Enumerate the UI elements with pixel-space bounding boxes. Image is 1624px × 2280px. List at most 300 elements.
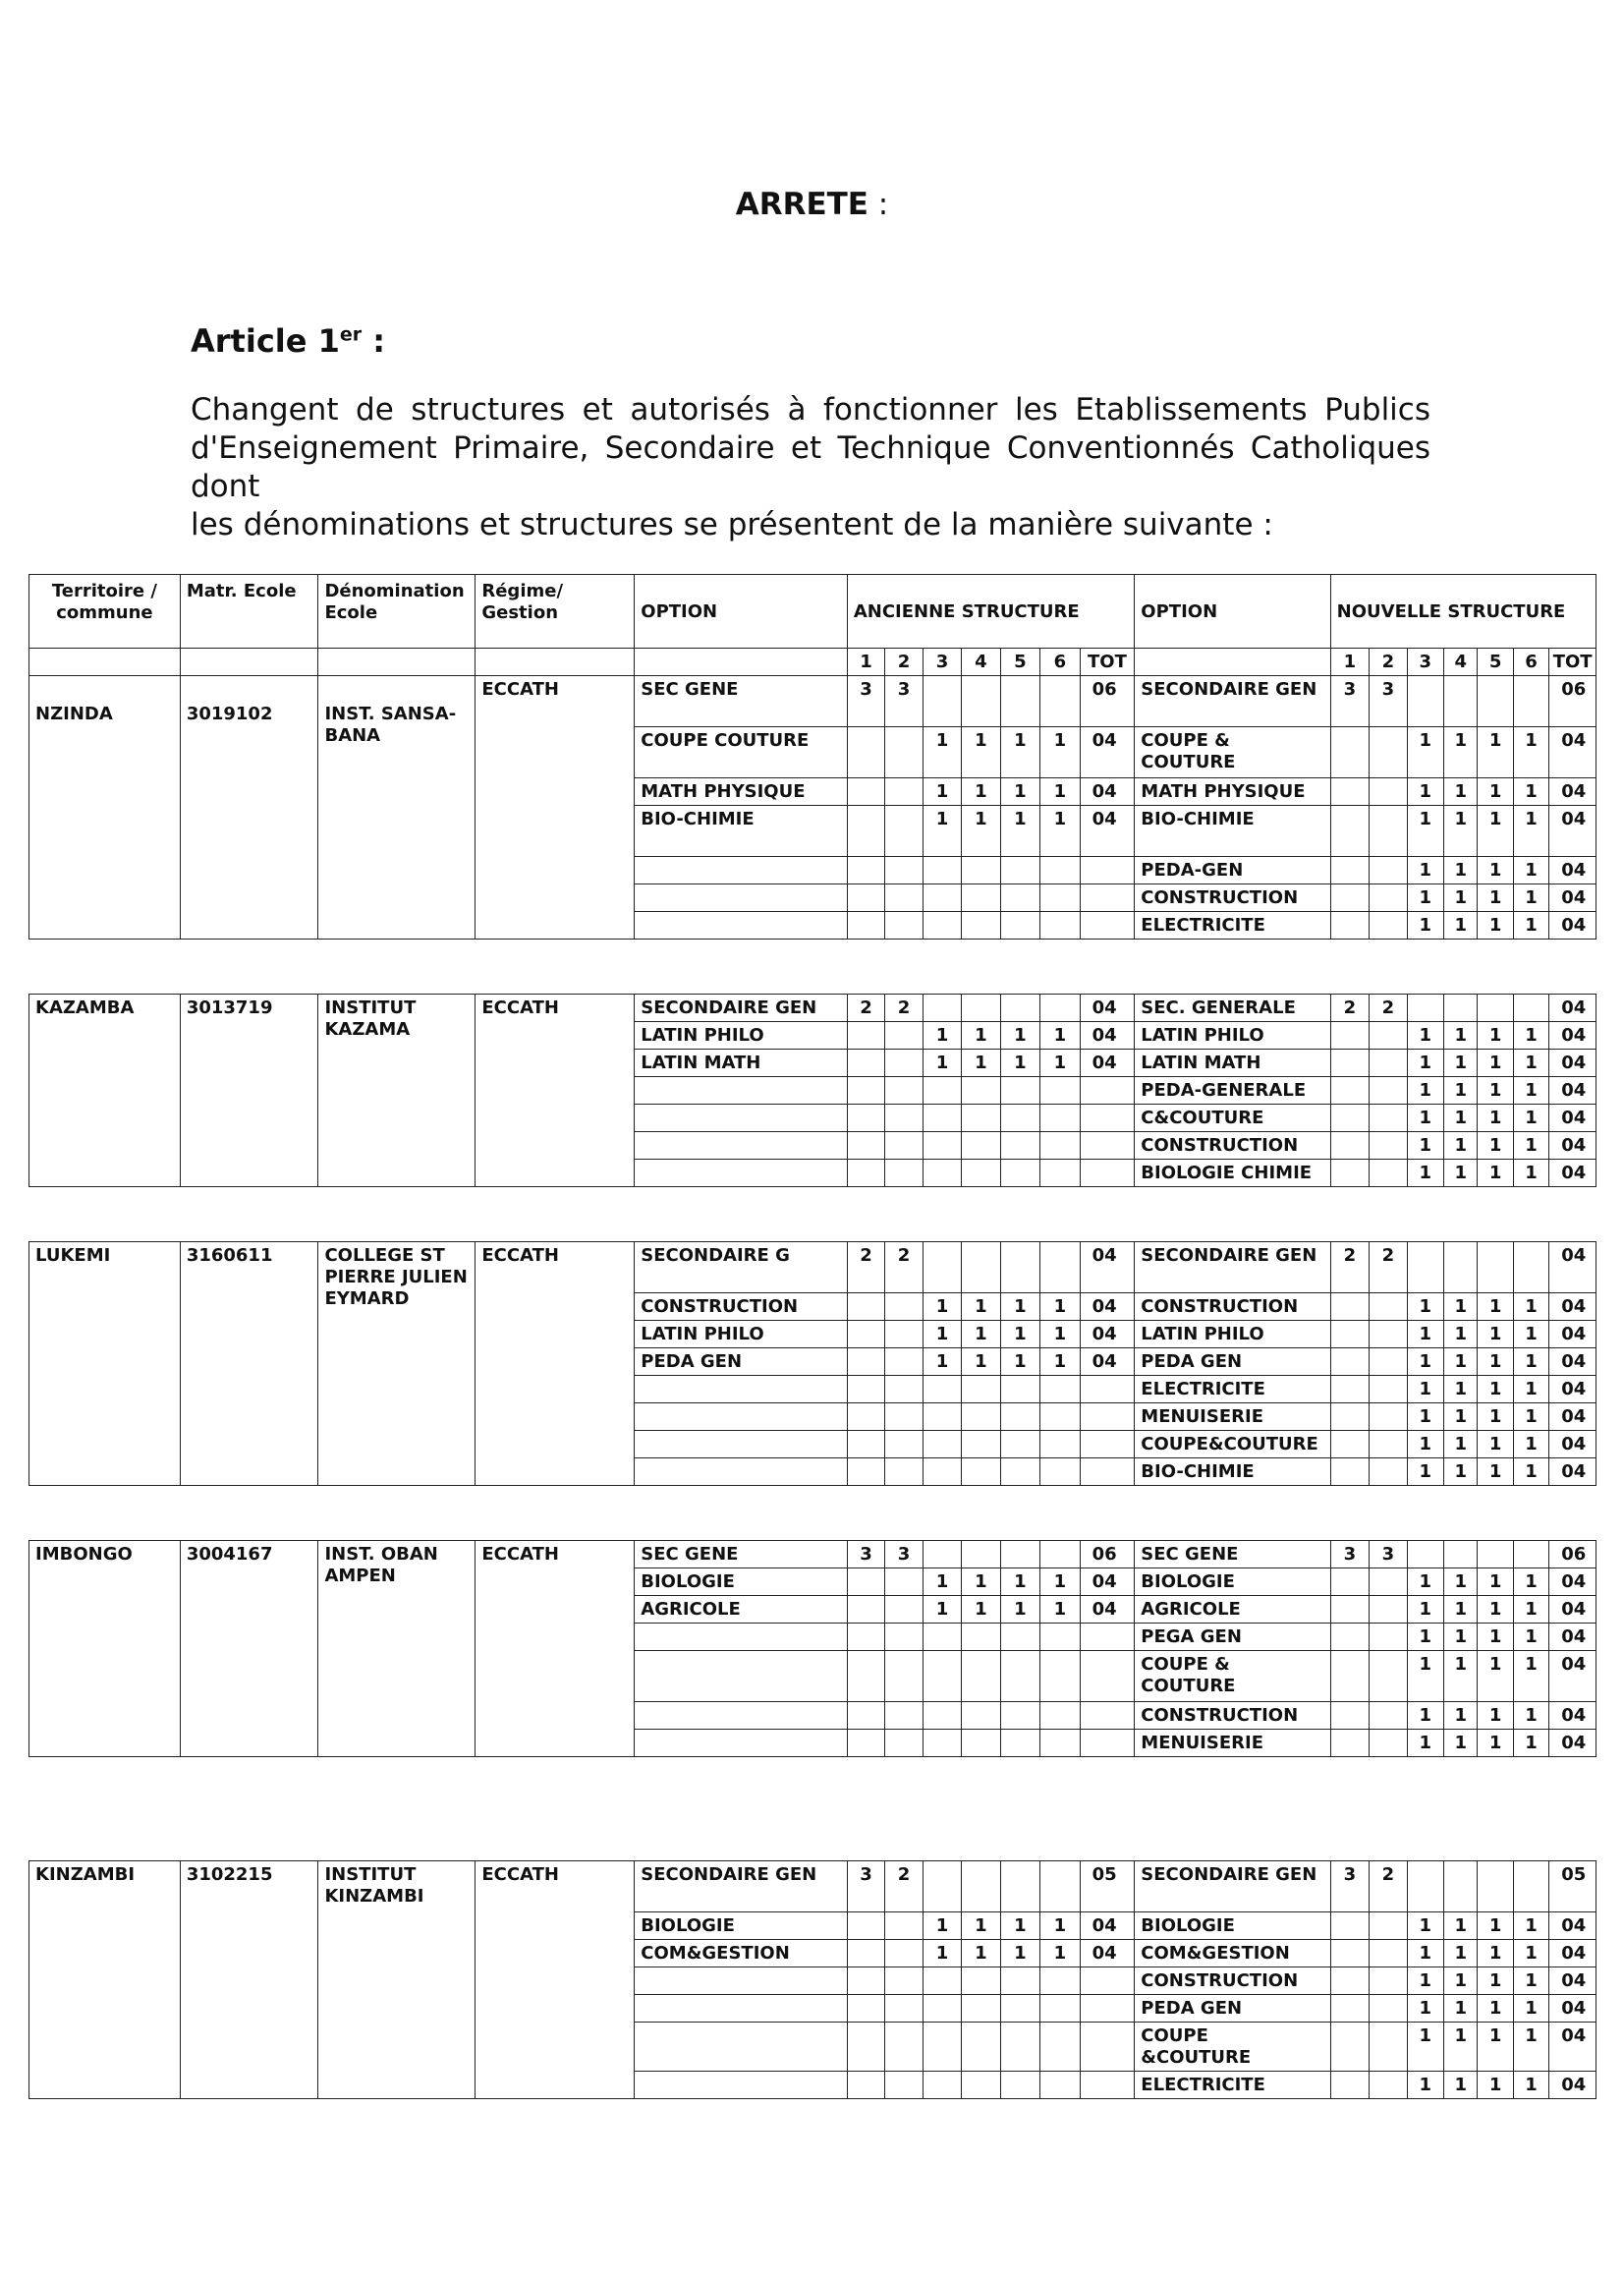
- old-year-cell: 1: [962, 806, 1000, 857]
- old-year-cell: [885, 857, 923, 884]
- new-year-cell: 1: [1513, 1403, 1548, 1431]
- new-year-cell: 3: [1330, 1861, 1369, 1912]
- new-total-cell: 04: [1549, 857, 1596, 884]
- new-year-cell: 1: [1444, 1940, 1478, 1967]
- new-year-cell: 1: [1478, 1651, 1513, 1702]
- new-year-cell: 1: [1478, 1105, 1513, 1132]
- new-year-cell: 2: [1370, 1861, 1407, 1912]
- new-year-cell: 2: [1330, 995, 1369, 1022]
- old-year-cell: [885, 1940, 923, 1967]
- header-denomination: Dénomination Ecole: [318, 575, 476, 649]
- old-year-cell: 1: [1000, 727, 1039, 778]
- old-option-cell: [635, 2023, 848, 2072]
- new-year-cell: [1330, 1132, 1369, 1160]
- spacer-cell: [29, 1757, 1596, 1861]
- school-matricule: 3102215: [180, 1861, 318, 2099]
- new-year-cell: 1: [1407, 1431, 1443, 1458]
- old-year-cell: [885, 1160, 923, 1187]
- old-year-cell: [923, 1431, 961, 1458]
- old-year-cell: [962, 1861, 1000, 1912]
- old-option-cell: MATH PHYSIQUE: [635, 778, 848, 806]
- year-header: 3: [923, 649, 961, 676]
- table-row: [29, 995, 1596, 1022]
- new-option-cell: MATH PHYSIQUE: [1135, 778, 1330, 806]
- new-option-cell: PEDA-GEN: [1135, 857, 1330, 884]
- old-year-cell: [885, 1376, 923, 1403]
- old-year-cell: [962, 1077, 1000, 1105]
- old-year-cell: [847, 912, 884, 940]
- old-year-cell: [847, 857, 884, 884]
- old-year-cell: 1: [962, 1940, 1000, 1967]
- old-year-cell: 2: [885, 1861, 923, 1912]
- new-year-cell: [1370, 857, 1407, 884]
- new-year-cell: 1: [1513, 1458, 1548, 1486]
- intro-line: d'Enseignement Primaire, Secondaire et Technique Conventionnés Catholiques dont: [191, 430, 1430, 504]
- subheader-cell: [318, 649, 476, 676]
- new-year-cell: [1407, 995, 1443, 1022]
- new-year-cell: 1: [1478, 1348, 1513, 1376]
- old-option-cell: [635, 884, 848, 912]
- old-year-cell: 1: [923, 1940, 961, 1967]
- old-year-cell: 1: [1040, 1596, 1080, 1624]
- new-year-cell: 1: [1407, 1348, 1443, 1376]
- header-matr: Matr. Ecole: [180, 575, 318, 649]
- old-year-cell: 1: [1040, 1022, 1080, 1050]
- new-year-cell: [1330, 1293, 1369, 1321]
- new-year-cell: 1: [1444, 1458, 1478, 1486]
- old-year-cell: [847, 1624, 884, 1651]
- year-header: 3: [1407, 649, 1443, 676]
- old-year-cell: [962, 1730, 1000, 1757]
- new-option-cell: COM&GESTION: [1135, 1940, 1330, 1967]
- old-year-cell: [847, 1431, 884, 1458]
- year-header: 4: [1444, 649, 1478, 676]
- old-year-cell: [962, 2072, 1000, 2099]
- school-matricule: 3019102: [180, 676, 318, 940]
- new-year-cell: 2: [1370, 995, 1407, 1022]
- old-year-cell: 1: [1000, 1293, 1039, 1321]
- old-total-cell: 04: [1080, 778, 1135, 806]
- new-year-cell: 3: [1370, 1541, 1407, 1568]
- old-option-cell: [635, 1651, 848, 1702]
- old-year-cell: [962, 1995, 1000, 2023]
- subheader-cell: [476, 649, 635, 676]
- new-total-cell: 04: [1549, 778, 1596, 806]
- old-year-cell: [885, 1077, 923, 1105]
- old-total-cell: [1080, 2072, 1135, 2099]
- new-year-cell: 1: [1407, 1077, 1443, 1105]
- new-year-cell: [1478, 676, 1513, 727]
- section-spacer: [29, 1757, 1596, 1861]
- old-year-cell: [923, 1624, 961, 1651]
- new-year-cell: [1370, 1376, 1407, 1403]
- article-heading: Article 1er :: [191, 322, 386, 360]
- old-total-cell: [1080, 1458, 1135, 1486]
- new-total-cell: 05: [1549, 1861, 1596, 1912]
- new-year-cell: 1: [1444, 1403, 1478, 1431]
- new-year-cell: [1370, 1596, 1407, 1624]
- old-total-cell: [1080, 1651, 1135, 1702]
- old-year-cell: [885, 884, 923, 912]
- new-year-cell: [1330, 1105, 1369, 1132]
- new-total-cell: 04: [1549, 1160, 1596, 1187]
- old-year-cell: 1: [1040, 778, 1080, 806]
- old-year-cell: [847, 1050, 884, 1077]
- new-year-cell: [1330, 727, 1369, 778]
- year-header: TOT: [1549, 649, 1596, 676]
- old-total-cell: [1080, 857, 1135, 884]
- new-year-cell: 1: [1513, 857, 1548, 884]
- old-year-cell: [847, 1458, 884, 1486]
- new-year-cell: 1: [1444, 806, 1478, 857]
- new-total-cell: 04: [1549, 1022, 1596, 1050]
- old-year-cell: [1000, 1730, 1039, 1757]
- new-total-cell: 04: [1549, 727, 1596, 778]
- old-year-cell: [1000, 1458, 1039, 1486]
- old-year-cell: 1: [923, 778, 961, 806]
- header-nouvelle-structure: NOUVELLE STRUCTURE: [1330, 575, 1596, 649]
- new-year-cell: [1330, 1050, 1369, 1077]
- new-year-cell: [1513, 995, 1548, 1022]
- old-year-cell: 1: [923, 1568, 961, 1596]
- old-year-cell: [885, 1293, 923, 1321]
- old-option-cell: [635, 1160, 848, 1187]
- old-year-cell: [962, 1458, 1000, 1486]
- new-total-cell: 04: [1549, 884, 1596, 912]
- new-year-cell: 1: [1444, 1293, 1478, 1321]
- new-option-cell: PEDA GEN: [1135, 1995, 1330, 2023]
- old-year-cell: [923, 1967, 961, 1995]
- old-year-cell: [1000, 1967, 1039, 1995]
- new-year-cell: [1478, 995, 1513, 1022]
- old-year-cell: [1000, 676, 1039, 727]
- old-year-cell: [885, 1321, 923, 1348]
- new-year-cell: [1330, 1431, 1369, 1458]
- section-spacer: [29, 1187, 1596, 1242]
- new-year-cell: 2: [1330, 1242, 1369, 1293]
- new-year-cell: 1: [1513, 1730, 1548, 1757]
- new-year-cell: 1: [1513, 1376, 1548, 1403]
- old-total-cell: [1080, 1160, 1135, 1187]
- old-year-cell: [885, 1651, 923, 1702]
- new-option-cell: CONSTRUCTION: [1135, 1702, 1330, 1730]
- old-option-cell: [635, 1730, 848, 1757]
- new-year-cell: [1407, 1541, 1443, 1568]
- new-total-cell: 04: [1549, 1458, 1596, 1486]
- old-year-cell: 1: [923, 806, 961, 857]
- old-year-cell: [885, 1967, 923, 1995]
- old-year-cell: [923, 676, 961, 727]
- new-year-cell: [1330, 1730, 1369, 1757]
- new-year-cell: [1513, 676, 1548, 727]
- new-year-cell: 1: [1407, 1160, 1443, 1187]
- new-year-cell: [1330, 1458, 1369, 1486]
- old-year-cell: [1040, 1160, 1080, 1187]
- old-year-cell: [923, 2072, 961, 2099]
- old-year-cell: 2: [847, 995, 884, 1022]
- old-year-cell: [885, 1458, 923, 1486]
- new-year-cell: 1: [1407, 2072, 1443, 2099]
- new-year-cell: [1478, 1242, 1513, 1293]
- new-option-cell: ELECTRICITE: [1135, 2072, 1330, 2099]
- old-year-cell: 1: [962, 1321, 1000, 1348]
- year-header: 4: [962, 649, 1000, 676]
- old-year-cell: 1: [1000, 1321, 1039, 1348]
- old-year-cell: [962, 1967, 1000, 1995]
- new-year-cell: [1370, 806, 1407, 857]
- old-year-cell: 1: [1040, 1568, 1080, 1596]
- old-year-cell: [885, 1995, 923, 2023]
- new-option-cell: ELECTRICITE: [1135, 912, 1330, 940]
- new-year-cell: [1370, 1077, 1407, 1105]
- old-year-cell: [1000, 1132, 1039, 1160]
- new-option-cell: LATIN PHILO: [1135, 1321, 1330, 1348]
- new-year-cell: 1: [1478, 1293, 1513, 1321]
- table-row: [29, 676, 1596, 727]
- new-total-cell: 04: [1549, 1651, 1596, 1702]
- old-year-cell: [885, 1348, 923, 1376]
- new-year-cell: [1370, 2023, 1407, 2072]
- header-ancienne-structure: ANCIENNE STRUCTURE: [847, 575, 1134, 649]
- new-year-cell: 1: [1478, 1022, 1513, 1050]
- school-territoire: NZINDA: [29, 676, 181, 940]
- new-year-cell: [1444, 1861, 1478, 1912]
- old-year-cell: 2: [847, 1242, 884, 1293]
- old-year-cell: 1: [923, 1321, 961, 1348]
- new-year-cell: 1: [1478, 912, 1513, 940]
- old-year-cell: [1000, 2023, 1039, 2072]
- new-year-cell: [1370, 1403, 1407, 1431]
- structures-table: [28, 574, 1596, 2099]
- new-year-cell: 1: [1478, 2023, 1513, 2072]
- header-regime: Régime/ Gestion: [476, 575, 635, 649]
- old-year-cell: [885, 1050, 923, 1077]
- old-total-cell: 04: [1080, 1050, 1135, 1077]
- old-option-cell: SECONDAIRE GEN: [635, 1861, 848, 1912]
- new-year-cell: [1370, 778, 1407, 806]
- old-year-cell: 1: [962, 778, 1000, 806]
- new-year-cell: 1: [1407, 1730, 1443, 1757]
- new-year-cell: 1: [1407, 1967, 1443, 1995]
- year-header: TOT: [1080, 649, 1135, 676]
- old-year-cell: [1040, 1541, 1080, 1568]
- old-total-cell: 05: [1080, 1861, 1135, 1912]
- old-total-cell: [1080, 1702, 1135, 1730]
- new-year-cell: 1: [1478, 1431, 1513, 1458]
- new-year-cell: 1: [1513, 778, 1548, 806]
- old-year-cell: 1: [923, 1912, 961, 1940]
- new-total-cell: 04: [1549, 1431, 1596, 1458]
- intro-paragraph: [191, 391, 1430, 544]
- old-option-cell: SEC GENE: [635, 1541, 848, 1568]
- old-year-cell: 1: [1040, 1321, 1080, 1348]
- old-year-cell: [1040, 884, 1080, 912]
- new-year-cell: [1330, 1077, 1369, 1105]
- old-year-cell: [1040, 1702, 1080, 1730]
- new-year-cell: 1: [1478, 884, 1513, 912]
- old-year-cell: [847, 1022, 884, 1050]
- new-option-cell: PEDA-GENERALE: [1135, 1077, 1330, 1105]
- new-year-cell: 1: [1407, 1050, 1443, 1077]
- old-year-cell: [885, 1403, 923, 1431]
- old-year-cell: [1040, 912, 1080, 940]
- new-year-cell: [1330, 1348, 1369, 1376]
- new-year-cell: 1: [1407, 1376, 1443, 1403]
- new-year-cell: 1: [1407, 1458, 1443, 1486]
- new-option-cell: SECONDAIRE GEN: [1135, 676, 1330, 727]
- new-total-cell: 06: [1549, 1541, 1596, 1568]
- old-year-cell: [1040, 1967, 1080, 1995]
- old-option-cell: BIO-CHIMIE: [635, 806, 848, 857]
- new-year-cell: 1: [1478, 1730, 1513, 1757]
- new-year-cell: 1: [1513, 1967, 1548, 1995]
- new-year-cell: [1330, 1568, 1369, 1596]
- old-year-cell: [962, 1702, 1000, 1730]
- old-year-cell: [1040, 1458, 1080, 1486]
- old-year-cell: [1040, 995, 1080, 1022]
- old-option-cell: [635, 1403, 848, 1431]
- old-year-cell: 1: [1040, 806, 1080, 857]
- old-year-cell: 1: [1040, 1348, 1080, 1376]
- old-year-cell: 2: [885, 1242, 923, 1293]
- new-year-cell: [1330, 806, 1369, 857]
- new-total-cell: 04: [1549, 1730, 1596, 1757]
- old-year-cell: [1040, 1403, 1080, 1431]
- school-denomination: INST. OBAN AMPEN: [318, 1541, 476, 1757]
- new-year-cell: [1370, 1458, 1407, 1486]
- new-option-cell: BIOLOGIE: [1135, 1568, 1330, 1596]
- old-year-cell: 1: [923, 727, 961, 778]
- old-total-cell: 04: [1080, 1568, 1135, 1596]
- new-year-cell: [1370, 884, 1407, 912]
- old-year-cell: 1: [1000, 1050, 1039, 1077]
- new-option-cell: BIOLOGIE: [1135, 1912, 1330, 1940]
- new-year-cell: 1: [1513, 1702, 1548, 1730]
- new-year-cell: 3: [1370, 676, 1407, 727]
- old-total-cell: [1080, 1730, 1135, 1757]
- new-year-cell: 3: [1330, 1541, 1369, 1568]
- old-total-cell: 04: [1080, 1321, 1135, 1348]
- old-option-cell: BIOLOGIE: [635, 1912, 848, 1940]
- new-year-cell: 1: [1444, 1077, 1478, 1105]
- new-year-cell: 2: [1370, 1242, 1407, 1293]
- new-year-cell: 1: [1444, 1912, 1478, 1940]
- year-header: 1: [847, 649, 884, 676]
- old-total-cell: 04: [1080, 806, 1135, 857]
- new-year-cell: 1: [1407, 1293, 1443, 1321]
- new-year-cell: [1407, 676, 1443, 727]
- new-year-cell: 1: [1478, 1702, 1513, 1730]
- new-year-cell: 1: [1444, 1105, 1478, 1132]
- old-year-cell: 1: [1000, 1022, 1039, 1050]
- old-year-cell: [1000, 884, 1039, 912]
- old-year-cell: [923, 995, 961, 1022]
- year-header: 5: [1000, 649, 1039, 676]
- new-year-cell: 1: [1444, 1624, 1478, 1651]
- new-year-cell: 1: [1407, 857, 1443, 884]
- old-option-cell: SECONDAIRE G: [635, 1242, 848, 1293]
- old-year-cell: [847, 1995, 884, 2023]
- old-year-cell: [847, 1105, 884, 1132]
- table-row: [29, 1541, 1596, 1568]
- new-year-cell: [1330, 1702, 1369, 1730]
- old-option-cell: SEC GENE: [635, 676, 848, 727]
- new-year-cell: 1: [1407, 1624, 1443, 1651]
- old-year-cell: 1: [962, 1568, 1000, 1596]
- new-total-cell: 04: [1549, 1624, 1596, 1651]
- new-year-cell: 1: [1407, 912, 1443, 940]
- school-territoire: LUKEMI: [29, 1242, 181, 1486]
- new-year-cell: [1330, 1967, 1369, 1995]
- year-header: 5: [1478, 649, 1513, 676]
- old-year-cell: 1: [1040, 1912, 1080, 1940]
- old-year-cell: 1: [1040, 1940, 1080, 1967]
- new-total-cell: 04: [1549, 1568, 1596, 1596]
- new-year-cell: [1370, 1940, 1407, 1967]
- new-year-cell: [1330, 1651, 1369, 1702]
- old-year-cell: [847, 727, 884, 778]
- old-option-cell: [635, 1105, 848, 1132]
- old-year-cell: [1000, 1702, 1039, 1730]
- old-year-cell: [962, 1105, 1000, 1132]
- new-year-cell: 1: [1513, 1431, 1548, 1458]
- old-year-cell: [847, 1568, 884, 1596]
- old-year-cell: [1040, 1624, 1080, 1651]
- new-year-cell: [1330, 1321, 1369, 1348]
- new-option-cell: ELECTRICITE: [1135, 1376, 1330, 1403]
- old-year-cell: [923, 1458, 961, 1486]
- new-year-cell: 1: [1478, 1458, 1513, 1486]
- subheader-cell: [180, 649, 318, 676]
- new-year-cell: [1370, 1431, 1407, 1458]
- new-year-cell: 1: [1513, 1105, 1548, 1132]
- school-matricule: 3160611: [180, 1242, 318, 1486]
- table-row: [29, 1242, 1596, 1293]
- old-year-cell: [923, 1403, 961, 1431]
- header-option: OPTION: [635, 575, 848, 649]
- old-year-cell: [847, 1702, 884, 1730]
- new-option-cell: PEGA GEN: [1135, 1624, 1330, 1651]
- new-year-cell: 1: [1478, 1624, 1513, 1651]
- old-year-cell: [1000, 1995, 1039, 2023]
- old-year-cell: [962, 912, 1000, 940]
- old-year-cell: 1: [962, 727, 1000, 778]
- new-year-cell: 1: [1513, 1624, 1548, 1651]
- new-year-cell: 1: [1513, 912, 1548, 940]
- new-year-cell: [1330, 1624, 1369, 1651]
- old-year-cell: [962, 676, 1000, 727]
- new-year-cell: 1: [1407, 1651, 1443, 1702]
- old-year-cell: [1000, 912, 1039, 940]
- old-year-cell: 1: [1000, 1348, 1039, 1376]
- old-total-cell: 04: [1080, 1940, 1135, 1967]
- old-year-cell: [1000, 2072, 1039, 2099]
- new-year-cell: 1: [1407, 1596, 1443, 1624]
- table-row: [29, 1861, 1596, 1912]
- new-year-cell: 1: [1513, 1651, 1548, 1702]
- old-total-cell: 04: [1080, 727, 1135, 778]
- new-year-cell: 1: [1513, 1995, 1548, 2023]
- year-header: 2: [1370, 649, 1407, 676]
- new-year-cell: [1330, 2072, 1369, 2099]
- new-year-cell: 1: [1407, 1132, 1443, 1160]
- new-total-cell: 04: [1549, 1105, 1596, 1132]
- old-year-cell: [1040, 1861, 1080, 1912]
- subheader-cell: [635, 649, 848, 676]
- old-option-cell: AGRICOLE: [635, 1596, 848, 1624]
- new-year-cell: 1: [1407, 727, 1443, 778]
- new-year-cell: 1: [1478, 1050, 1513, 1077]
